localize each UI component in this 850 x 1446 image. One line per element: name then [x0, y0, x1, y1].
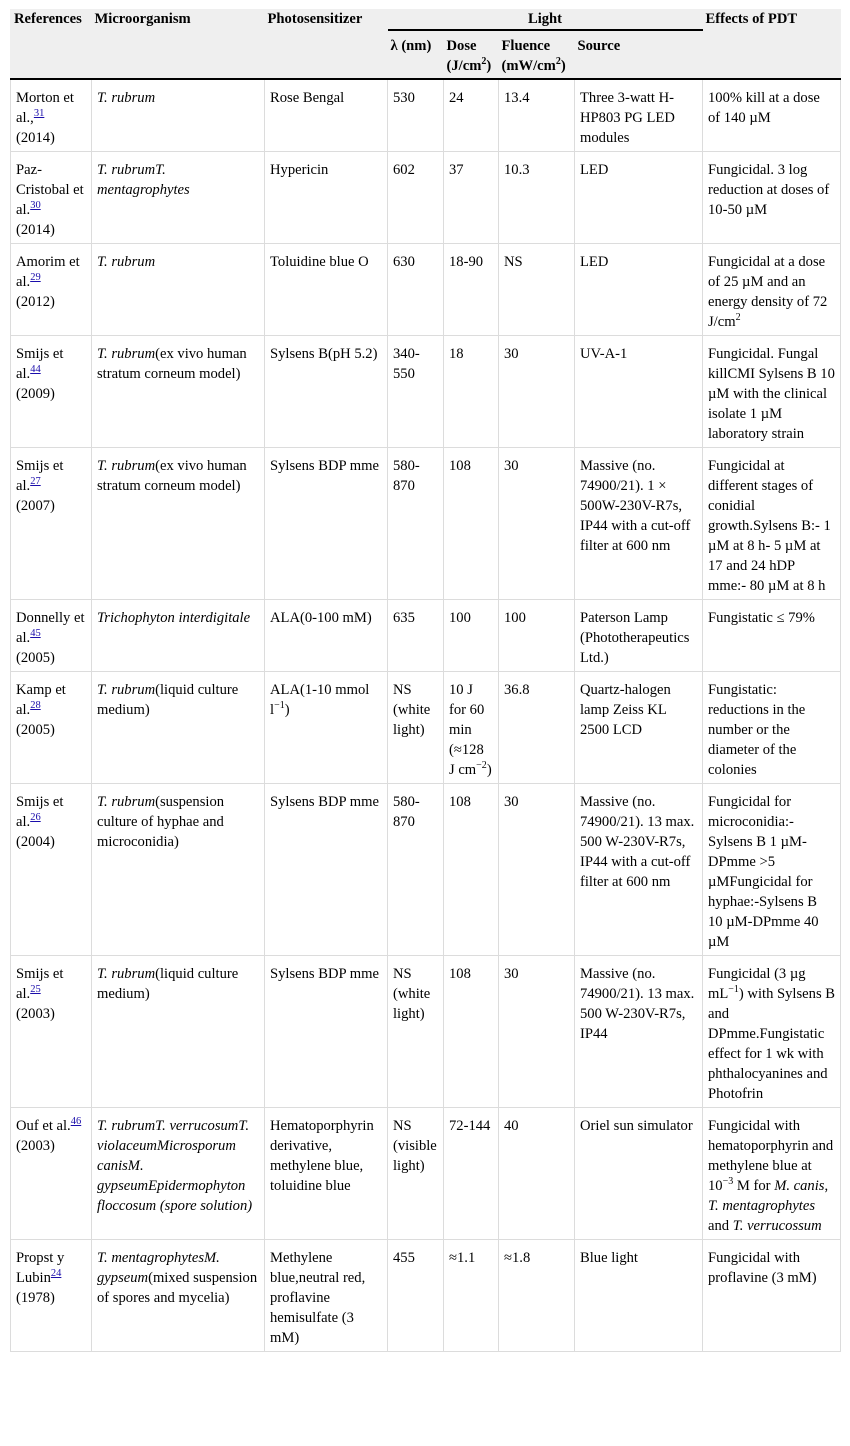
cell-source: Paterson Lamp (Phototherapeutics Ltd.) [575, 600, 703, 672]
cell-reference [11, 672, 92, 784]
cell-microorganism: T. rubrum(ex vivo human stratum corneum model) [92, 448, 265, 600]
ref-author: Smijs et al. [16, 794, 64, 830]
header-fluence-close: ) [560, 58, 566, 74]
table-body [11, 79, 841, 1352]
ref-author: Ouf et al. [16, 1118, 71, 1134]
cell-fluence: 100 [499, 600, 575, 672]
ref-link[interactable]: 26 [30, 812, 41, 824]
cell-reference [11, 79, 92, 152]
ref-link[interactable]: 25 [30, 984, 41, 996]
cell-dose: 108 [444, 784, 499, 956]
ref-author: Donnelly et al. [16, 610, 85, 646]
cell-reference [11, 244, 92, 336]
cell-effects: Fungicidal. 3 log reduction at doses of 10-50 µM [703, 152, 841, 244]
table-row [11, 1108, 841, 1240]
cell-fluence: 30 [499, 448, 575, 600]
table-row [11, 79, 841, 152]
cell-reference [11, 784, 92, 956]
cell-fluence: 13.4 [499, 79, 575, 152]
cell-lambda: 530 [388, 79, 444, 152]
ref-year: (2014) [16, 130, 55, 146]
cell-effects: Fungicidal. Fungal killCMI Sylsens B 10 µM with the clinical isolate 1 µM laboratory strain [703, 336, 841, 448]
cell-source: Blue light [575, 1240, 703, 1352]
ref-year: (2012) [16, 294, 55, 310]
cell-effects: Fungicidal at a dose of 25 µM and an energy density of 72 $J/cm^2$ [703, 244, 841, 336]
cell-photosensitizer: Sylsens BDP mme [265, 448, 388, 600]
header-source: Source [575, 30, 703, 79]
cell-microorganism: T. rubrum(liquid culture medium) [92, 956, 265, 1108]
cell-fluence: 30 [499, 336, 575, 448]
cell-photosensitizer: ALA(1-10 mmol $l^{-1}$) [265, 672, 388, 784]
cell-effects: Fungicidal with hematoporphyrin and methylene blue at $10^{-3}$ M for M. canis, T. mentagrophytes and T. verrucossum [703, 1108, 841, 1240]
cell-fluence: 30 [499, 956, 575, 1108]
ref-link[interactable]: 30 [30, 200, 41, 212]
cell-reference [11, 1240, 92, 1352]
table-header [11, 9, 841, 79]
ref-year: (2003) [16, 1006, 55, 1022]
cell-microorganism: T. rubrum [92, 244, 265, 336]
cell-fluence: 40 [499, 1108, 575, 1240]
table-container [10, 9, 840, 1352]
cell-lambda: 635 [388, 600, 444, 672]
ref-link[interactable]: 29 [30, 272, 41, 284]
table-row [11, 336, 841, 448]
table-row [11, 244, 841, 336]
cell-dose: 72-144 [444, 1108, 499, 1240]
cell-photosensitizer: Methylene blue,neutral red, proflavine hemisulfate (3 mM) [265, 1240, 388, 1352]
ref-author: Kamp et al. [16, 682, 66, 718]
cell-lambda: 602 [388, 152, 444, 244]
cell-dose: 10 J for 60 min (≈128 J $cm^{-2}$) [444, 672, 499, 784]
cell-photosensitizer: Sylsens BDP mme [265, 956, 388, 1108]
table-row [11, 600, 841, 672]
cell-microorganism: T. rubrumT. mentagrophytes [92, 152, 265, 244]
cell-source: UV-A-1 [575, 336, 703, 448]
header-dose-sup: 2 [481, 56, 487, 68]
cell-microorganism: T. mentagrophytesM. gypseum(mixed suspension of spores and mycelia) [92, 1240, 265, 1352]
cell-lambda: NS (visible light) [388, 1108, 444, 1240]
ref-author: Amorim et al. [16, 254, 80, 290]
ref-link[interactable]: 46 [70, 1116, 82, 1128]
cell-microorganism: Trichophyton interdigitale [92, 600, 265, 672]
header-effects: Effects of PDT [703, 9, 841, 79]
cell-reference [11, 448, 92, 600]
cell-dose: 100 [444, 600, 499, 672]
ref-author: Paz-Cristobal et al. [16, 162, 84, 218]
cell-source: Massive (no. 74900/21). 13 max. 500 W-230V-R7s, IP44 [575, 956, 703, 1108]
cell-lambda: 630 [388, 244, 444, 336]
ref-year: (2003) [16, 1138, 55, 1154]
header-fluence-sup: 2 [555, 56, 561, 68]
cell-source: Oriel sun simulator [575, 1108, 703, 1240]
cell-microorganism: T. rubrum(ex vivo human stratum corneum model) [92, 336, 265, 448]
cell-effects: Fungistatic: reductions in the number or the diameter of the colonies [703, 672, 841, 784]
cell-reference [11, 152, 92, 244]
cell-lambda: 455 [388, 1240, 444, 1352]
cell-dose: 18 [444, 336, 499, 448]
pdt-studies-table [10, 9, 841, 1352]
cell-fluence: 36.8 [499, 672, 575, 784]
cell-lambda: 580-870 [388, 784, 444, 956]
table-row [11, 448, 841, 600]
cell-lambda: 580-870 [388, 448, 444, 600]
cell-effects: Fungicidal (3 µg $mL^{-1}$) with Sylsens B and DPmme.Fungistatic effect for 1 wk with phthalocyanines and Photofrin [703, 956, 841, 1108]
cell-fluence: 30 [499, 784, 575, 956]
cell-dose: 108 [444, 956, 499, 1108]
cell-effects: Fungicidal with proflavine (3 mM) [703, 1240, 841, 1352]
ref-year: (2014) [16, 222, 55, 238]
cell-fluence: ≈1.8 [499, 1240, 575, 1352]
table-row [11, 672, 841, 784]
header-dose-close: ) [486, 58, 492, 74]
ref-link[interactable]: 44 [30, 364, 41, 376]
cell-photosensitizer: Hypericin [265, 152, 388, 244]
ref-link[interactable]: 27 [30, 476, 41, 488]
ref-year: (2009) [16, 386, 55, 402]
cell-source: Three 3-watt H-HP803 PG LED modules [575, 79, 703, 152]
cell-microorganism: T. rubrum(liquid culture medium) [92, 672, 265, 784]
ref-year: (2005) [16, 650, 55, 666]
header-photosensitizer: Photosensitizer [265, 9, 388, 79]
header-dose [444, 30, 499, 79]
cell-photosensitizer: Hematoporphyrin derivative, methylene blue, toluidine blue [265, 1108, 388, 1240]
ref-link[interactable]: 28 [30, 700, 41, 712]
cell-dose: 18-90 [444, 244, 499, 336]
cell-photosensitizer: ALA(0-100 mM) [265, 600, 388, 672]
cell-fluence: NS [499, 244, 575, 336]
cell-reference [11, 600, 92, 672]
cell-microorganism: T. rubrumT. verrucosumT. violaceumMicrosporum canisM. gypseumEpidermophyton floccosum (spore solution) [92, 1108, 265, 1240]
table-row [11, 1240, 841, 1352]
table-row [11, 784, 841, 956]
cell-lambda: NS (white light) [388, 956, 444, 1108]
ref-year: (2007) [16, 498, 55, 514]
header-light: Light [388, 9, 703, 30]
cell-reference [11, 336, 92, 448]
header-microorganism: Microorganism [92, 9, 265, 79]
table-row [11, 152, 841, 244]
cell-dose: 37 [444, 152, 499, 244]
cell-dose: ≈1.1 [444, 1240, 499, 1352]
header-references: References [11, 9, 92, 79]
ref-link[interactable]: 24 [50, 1268, 62, 1280]
cell-dose: 24 [444, 79, 499, 152]
ref-author: Morton et al., [16, 90, 74, 126]
cell-effects: Fungicidal at different stages of conidial growth.Sylsens B:- 1 µM at 8 h- 5 µM at 17 and 24 hDP mme:- 80 µM at 8 h [703, 448, 841, 600]
cell-reference [11, 1108, 92, 1240]
cell-photosensitizer: Sylsens BDP mme [265, 784, 388, 956]
cell-source: Massive (no. 74900/21). 13 max. 500 W-230V-R7s, IP44 with a cut-off filter at 600 nm [575, 784, 703, 956]
ref-author: Smijs et al. [16, 966, 64, 1002]
cell-photosensitizer: Rose Bengal [265, 79, 388, 152]
header-dose-text: Dose (J/cm [446, 38, 482, 74]
cell-photosensitizer: Sylsens B(pH 5.2) [265, 336, 388, 448]
cell-source: Massive (no. 74900/21). 1 × 500W-230V-R7s, IP44 with a cut-off filter at 600 nm [575, 448, 703, 600]
table-row [11, 956, 841, 1108]
ref-link[interactable]: 45 [30, 628, 41, 640]
ref-year: (2005) [16, 722, 55, 738]
header-fluence-text: Fluence (mW/cm [501, 38, 556, 74]
ref-author: Smijs et al. [16, 458, 64, 494]
header-fluence [499, 30, 575, 79]
cell-effects: Fungistatic ≤ 79% [703, 600, 841, 672]
cell-lambda: NS (white light) [388, 672, 444, 784]
ref-link[interactable]: 31 [33, 108, 45, 120]
cell-source: LED [575, 244, 703, 336]
cell-effects: 100% kill at a dose of 140 µM [703, 79, 841, 152]
cell-lambda: 340-550 [388, 336, 444, 448]
cell-effects: Fungicidal for microconidia:-Sylsens B 1 µM-DPmme >5 µMFungicidal for hyphae:-Sylsens B 10 µM-DPmme 40 µM [703, 784, 841, 956]
ref-author: Smijs et al. [16, 346, 64, 382]
ref-author: Propst y Lubin [16, 1250, 65, 1286]
cell-dose: 108 [444, 448, 499, 600]
header-lambda: λ (nm) [388, 30, 444, 79]
cell-photosensitizer: Toluidine blue O [265, 244, 388, 336]
ref-year: (2004) [16, 834, 55, 850]
cell-source: LED [575, 152, 703, 244]
cell-microorganism: T. rubrum [92, 79, 265, 152]
cell-source: Quartz-halogen lamp Zeiss KL 2500 LCD [575, 672, 703, 784]
cell-fluence: 10.3 [499, 152, 575, 244]
cell-microorganism: T. rubrum(suspension culture of hyphae and microconidia) [92, 784, 265, 956]
cell-reference [11, 956, 92, 1108]
ref-year: (1978) [16, 1290, 55, 1306]
